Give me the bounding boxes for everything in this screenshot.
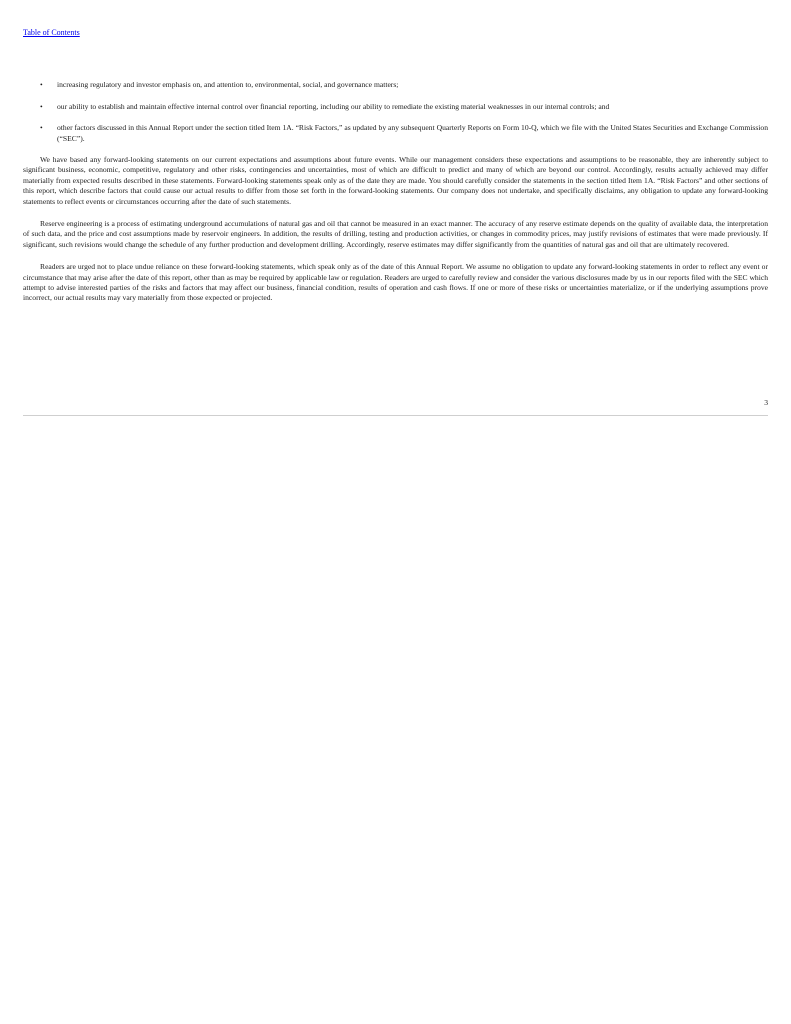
bullet-icon: • xyxy=(40,80,43,89)
page-number: 3 xyxy=(764,398,768,407)
table-of-contents-link[interactable]: Table of Contents xyxy=(23,28,80,37)
page-footer xyxy=(23,398,768,416)
bullet-list xyxy=(23,80,768,144)
bullet-icon: • xyxy=(40,101,43,111)
bullet-text: our ability to establish and maintain effective internal control over financial reporting, including our ability to remediate the existing material weaknesses in our internal controls; and xyxy=(57,101,610,111)
bullet-icon: • xyxy=(40,123,43,132)
bullet-item xyxy=(23,80,768,91)
bullet-text: other factors discussed in this Annual Report under the section titled Item 1A. “Risk Factors,” as updated by any subsequent Quarterly Reports on Form 10-Q, which we file with the United States Securities and Exchange Commission (“SEC”). xyxy=(57,123,768,143)
bullet-item xyxy=(23,123,768,144)
paragraph-undue-reliance: Readers are urged not to place undue reliance on these forward-looking statements, which speak only as of the date of this Annual Report. We assume no obligation to update any forward-looking statements in order to reflect any event or circumstance that may arise after the date of this report, other than as may be required by applicable law or regulation. Readers are urged to carefully review and consider the various disclosures made by us in our reports filed with the SEC which attempt to advise interested parties of the risks and factors that may affect our business, financial condition, results of operation and cash flows. If one or more of these risks or uncertainties materialize, or if the underlying assumptions prove incorrect, our actual results may vary materially from those expected or projected. xyxy=(23,262,768,303)
bullet-text: increasing regulatory and investor emphasis on, and attention to, environmental, social, and governance matters; xyxy=(57,80,399,89)
paragraph-reserve-engineering: Reserve engineering is a process of estimating underground accumulations of natural gas and oil that cannot be measured in an exact manner. The accuracy of any reserve estimate depends on the quality of available data, the interpretation of such data, and the price and cost assumptions made by reservoir engineers. In addition, the results of drilling, testing and production activities, or changes in commodity prices, may justify revisions of estimates that were made previously. If significant, such revisions would change the schedule of any further production and development drilling. Accordingly, reserve estimates may differ significantly from the quantities of natural gas and oil that are ultimately recovered. xyxy=(23,219,768,249)
footer-divider xyxy=(23,415,768,416)
paragraph-forward-looking: We have based any forward-looking statements on our current expectations and assumptions about future events. While our management considers these expectations and assumptions to be reasonable, they are inherently subject to significant business, economic, competitive, regulatory and other risks, contingencies and uncertainties, most of which are difficult to predict and many of which are beyond our control. Accordingly, results actually achieved may differ materially from expected results described in these statements. Forward-looking statements speak only as of the date they are made. You should carefully consider the statements in the section titled Item 1A. “Risk Factors” and other sections of this report, which describe factors that could cause our actual results to differ from those set forth in the forward-looking statements. Our company does not undertake, and specifically disclaims, any obligation to update any forward-looking statements to reflect events or circumstances occurring after the date of such statements. xyxy=(23,155,768,206)
bullet-item xyxy=(23,102,768,113)
document-body xyxy=(23,80,768,316)
